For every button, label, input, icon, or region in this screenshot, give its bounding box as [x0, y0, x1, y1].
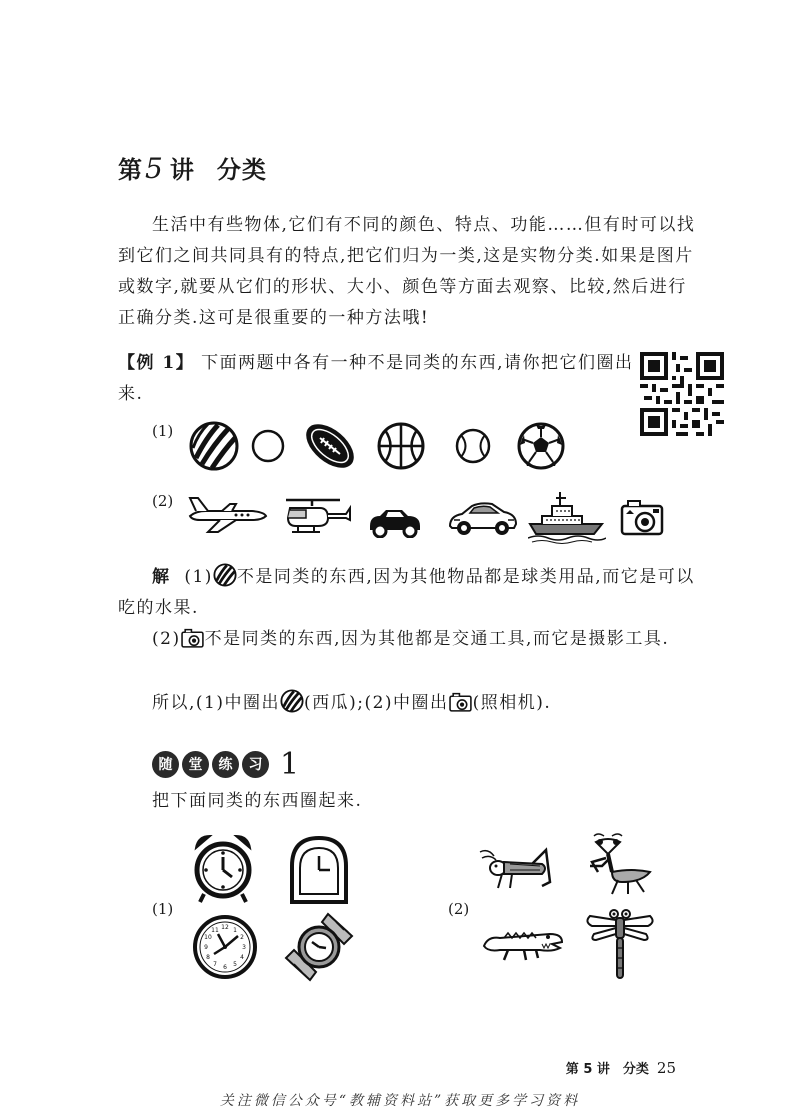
grasshopper-icon — [476, 846, 556, 894]
crocodile-icon — [480, 920, 564, 962]
page-footer — [566, 1058, 676, 1077]
table-clock-icon — [286, 832, 352, 904]
watermelon-icon — [280, 689, 304, 713]
lesson-name: 分类 — [216, 155, 267, 184]
lesson-suffix: 讲 — [169, 155, 195, 184]
dragonfly-icon — [584, 906, 656, 982]
example-text: 下面两题中各有一种不是同类的东西,请你把它们圈出来. — [118, 353, 634, 404]
practice-badge: 习 — [242, 751, 269, 778]
solution-label: 解 — [152, 567, 171, 587]
page-number: 25 — [656, 1059, 676, 1077]
practice-badge: 随 — [152, 751, 179, 778]
practice-instruction: 把下面同类的东西圈起来. — [152, 791, 363, 811]
solution-p1-num: (1) — [184, 567, 213, 587]
wall-clock-icon — [192, 914, 258, 980]
solution-p3-a: 所以,(1)中圈出 — [152, 693, 280, 713]
practice-q1-label: (1) — [152, 900, 174, 918]
svg-text:8: 8 — [206, 954, 210, 961]
solution-part2 — [118, 624, 698, 655]
solution-p1-text: 不是同类的东西,因为其他物品都是球类用品,而它是可以吃的水果. — [118, 567, 695, 618]
practice-q2-label: (2) — [448, 900, 470, 918]
basketball-icon — [376, 421, 426, 471]
camera-icon — [181, 627, 205, 649]
camera-icon — [620, 496, 666, 538]
practice-heading — [152, 746, 299, 782]
svg-text:9: 9 — [204, 944, 208, 951]
rugby-ball-icon — [302, 418, 358, 474]
solution-p2-num: (2) — [152, 629, 181, 649]
svg-text:3: 3 — [242, 944, 246, 951]
helicopter-icon — [280, 494, 354, 538]
example-label: 【例 1】 — [118, 353, 195, 373]
tennis-ball-icon — [454, 427, 492, 465]
svg-text:1: 1 — [233, 927, 237, 934]
svg-text:10: 10 — [204, 934, 212, 941]
watermark: 关注微信公众号“教辅资料站”获取更多学习资料 — [219, 1093, 581, 1109]
svg-text:7: 7 — [213, 961, 217, 968]
soccer-ball-icon — [516, 421, 566, 471]
svg-text:4: 4 — [240, 954, 244, 961]
airplane-icon — [186, 494, 268, 534]
lesson-number: 5 — [145, 152, 164, 185]
svg-text:12: 12 — [221, 924, 229, 931]
lesson-title — [118, 150, 267, 185]
solution-p2-text: 不是同类的东西,因为其他都是交通工具,而它是摄影工具. — [204, 629, 670, 649]
watermelon-icon — [188, 420, 240, 472]
svg-text:2: 2 — [240, 934, 244, 941]
intro-paragraph: 生活中有些物体,它们有不同的颜色、特点、功能……但有时可以找到它们之间共同具有的特点,把它们归为一类,这是实物分类.如果是图片或数字,就要从它们的形状、大小、颜色等方面去观察、比较,然后进行正确分类.这可是很重要的一种方法哦! — [118, 215, 696, 328]
solution-part1 — [118, 562, 698, 624]
mantis-icon — [582, 832, 654, 896]
qr-code-icon — [640, 352, 724, 436]
example-block — [118, 348, 638, 410]
car-icon — [446, 498, 518, 540]
solution-p3-b: (西瓜);(2)中圈出 — [303, 693, 449, 713]
svg-text:11: 11 — [211, 927, 219, 934]
ship-icon — [528, 490, 606, 544]
camera-icon — [449, 691, 473, 713]
example-row2-label: (2) — [152, 492, 174, 510]
ring-icon — [250, 428, 286, 464]
example-row1-label: (1) — [152, 422, 174, 440]
watermelon-icon — [213, 563, 237, 587]
practice-number: 1 — [280, 746, 300, 782]
alarm-clock-icon — [190, 832, 256, 904]
footer-lesson: 第 5 讲 分类 — [565, 1062, 649, 1077]
wrist-watch-icon — [284, 912, 354, 982]
practice-badge: 堂 — [182, 751, 209, 778]
solution-part3 — [118, 688, 698, 719]
svg-text:5: 5 — [233, 961, 237, 968]
svg-text:6: 6 — [223, 964, 227, 971]
practice-badge: 练 — [212, 751, 239, 778]
lesson-prefix: 第 — [118, 155, 143, 184]
race-car-icon — [366, 504, 424, 538]
solution-p3-c: (照相机). — [472, 693, 552, 713]
